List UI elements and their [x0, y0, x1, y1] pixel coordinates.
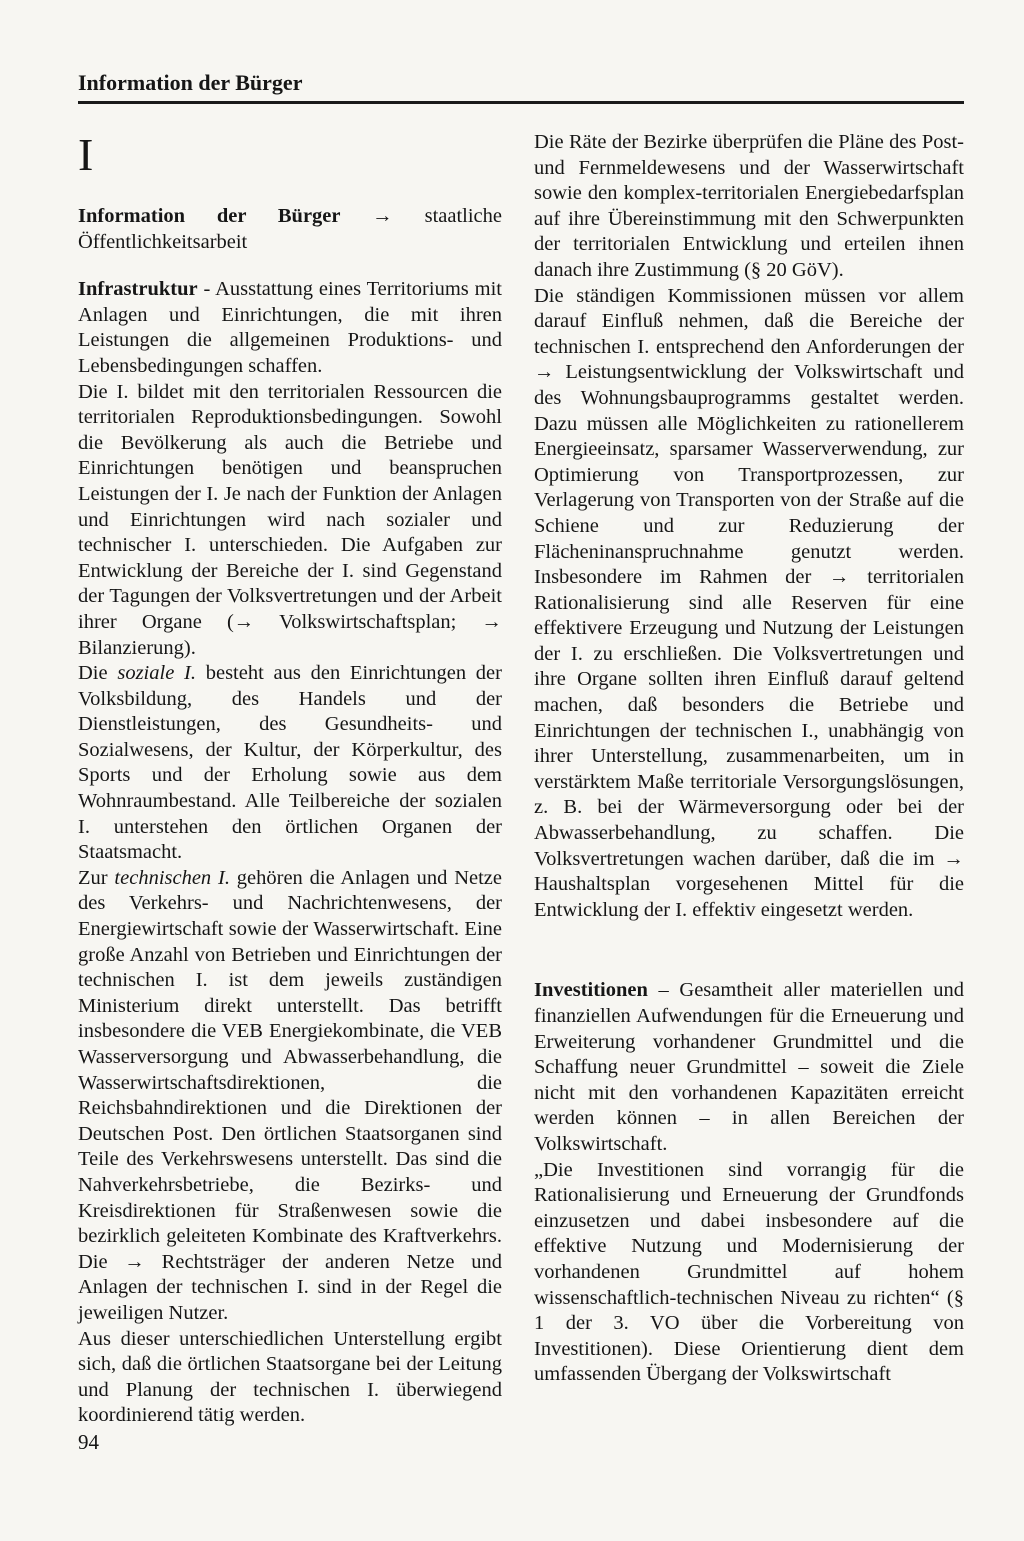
text-run: Die [78, 662, 118, 685]
right-column [534, 130, 964, 1388]
text-run: gehören die Anlagen und Netze des Verkehrs- und Nachrichtenwesens, der Energiewirtschaft sowie der Wasserwirtschaft. Eine große Anzahl von Betrieben und Einrichtungen der technischen I. ist dem jeweils zuständigen Ministerium direkt unterstellt. Das betrifft insbesondere die VEB Energiekombinate, die VEB Wasserversorgung und Abwasserbehandlung, die Wasserwirtschaftsdirektionen, die Reichsbahndirektionen und die Direktionen der Deutschen Post. Den örtlichen Staatsorganen sind Teile des Verkehrswesens unterstellt. Das sind die Nahverkehrsbetriebe, die Bezirks- und Kreisdirektionen für Straßenwesen sowie die bezirklich geleiteten Kombinate des Kraftverkehrs. Die → Rechtsträger der anderen Netze und Anlagen der technischen I. sind in der Regel die jeweiligen Nutzer. [78, 866, 502, 1324]
entry-text: - Ausstattung eines Territoriums mit Anlagen und Einrichtungen, die mit ihren Leistungen die allgemeinen Produktions- und Lebensbedingungen schaffen. [78, 278, 502, 377]
section-letter: I [78, 129, 94, 180]
paragraph: Die Räte der Bezirke überprüfen die Pläne des Post- und Fernmeldewesens und der Wasserwirtschaft sowie den komplex-territorialen Energiebedarfsplan auf ihre Übereinstimmung mit den Schwerpunkten der territorialen Entwicklung und erteilen ihnen danach ihre Zustimmung (§ 20 GöV). [534, 131, 964, 281]
paragraph-quote: „Die Investitionen sind vorrangig für die Rationalisierung und Erneuerung der Grundfonds einzusetzen und dabei insbesondere auf die effektive Nutzung und Modernisierung der vorhandenen Grundmittel auf hohem wissenschaftlich-technischen Niveau zu richten“ (§ 1 der 3. VO über die Vorbereitung von Investitionen). Diese Orientierung dient dem umfassenden Übergang der Volkswirtschaft [534, 1158, 964, 1386]
entry-term: Infrastruktur [78, 278, 198, 301]
running-header: Information der Bürger [78, 70, 303, 95]
emphasis: soziale I. [117, 662, 196, 685]
entry-infrastruktur [78, 277, 502, 379]
entry-term: Information der Bürger [78, 205, 341, 227]
header-rule [78, 101, 964, 104]
paragraph-technische-infrastruktur [78, 866, 502, 1327]
text-run: Zur [78, 866, 115, 889]
entry-text: → staatliche Öffentlichkeitsarbeit [78, 205, 502, 253]
paragraph: Aus dieser unterschiedlichen Unterstellung ergibt sich, daß die örtlichen Staatsorgane bei der Leitung und Planung der technischen I. überwiegend koordinierend tätig werden. [78, 1327, 502, 1427]
paragraph-soziale-infrastruktur [78, 661, 502, 866]
entry-text: – Gesamtheit aller materiellen und finanziellen Aufwendungen für die Erneuerung und Erweiterung vorhandener Grundmittel und die Schaffung neuer Grundmittel – soweit die Ziele nicht mit den vorhandenen Kapazitäten erreicht werden können – in allen Bereichen der Volkswirtschaft. [534, 979, 964, 1155]
left-column [78, 130, 502, 1429]
entry-information-der-buerger [78, 204, 502, 255]
paragraph: Die I. bildet mit den territorialen Ressourcen die territorialen Reproduktionsbedingungen. Sowohl die Bevölkerung als auch die Betriebe und Einrichtungen benötigen und beanspruchen Leistungen der I. Je nach der Funktion der Anlagen und Einrichtungen wird nach sozialer und technischer I. unterschieden. Die Aufgaben zur Entwicklung der Bereiche der I. sind Gegenstand der Tagungen der Volksvertretungen und der Arbeit ihrer Organe (→ Volkswirtschaftsplan; → Bilanzierung). [78, 380, 502, 659]
page-number: 94 [78, 1430, 99, 1454]
paragraph: Die ständigen Kommissionen müssen vor allem darauf Einfluß nehmen, daß die Bereiche der technischen I. entsprechend den Anforderungen der → Leistungsentwicklung der Volkswirtschaft und des Wohnungsbauprogramms gestaltet werden. Dazu müssen alle Möglichkeiten zu rationellerem Energieeinsatz, sparsamer Wasserverwendung, zur Optimierung von Transportprozessen, zur Verlagerung von Transporten von der Straße auf die Schiene und zur Reduzierung der Flächeninanspruchnahme genutzt werden. Insbesondere im Rahmen der → territorialen Rationalisierung sind alle Reserven für eine effektivere Erzeugung und Nutzung der Leistungen der I. zu erschließen. Die Volksvertretungen und ihre Organe sollten ihren Einfluß darauf geltend machen, daß besonders die Betriebe und Einrichtungen der technischen I., unabhängig von ihrer Unterstellung, zusammenarbeiten, um in verstärktem Maße territoriale Versorgungslösungen, z. B. bei der Wärmeversorgung oder bei der Abwasserbehandlung, zu schaffen. Die Volksvertretungen wachen darüber, daß die im → Haushaltsplan vorgesehenen Mittel für die Entwicklung der I. effektiv eingesetzt werden. [534, 284, 964, 921]
text-run: besteht aus den Einrichtungen der Volksbildung, des Handels und der Dienstleistungen, des Gesundheits- und Sozialwesens, der Kultur, der Körperkultur, des Sports und der Erholung sowie aus dem Wohnraumbestand. Alle Teilbereiche der sozialen I. unterstehen den örtlichen Organen der Staatsmacht. [78, 662, 502, 864]
entry-term: Investitionen [534, 979, 648, 1002]
entry-investitionen [534, 978, 964, 1157]
emphasis: technischen I. [114, 866, 230, 889]
